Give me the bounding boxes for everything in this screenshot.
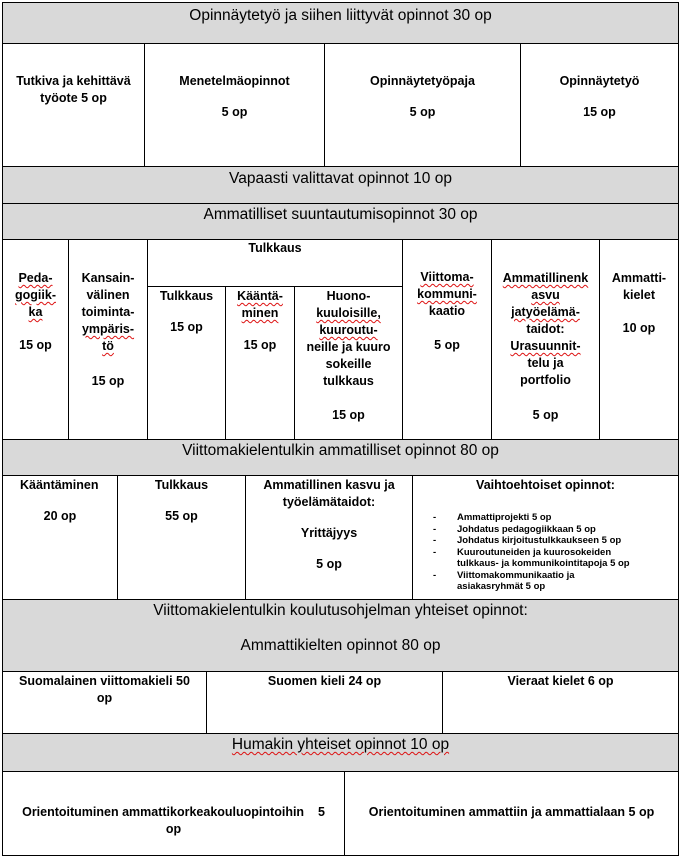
orientation-professional-languages: Ammatti- kielet 10 op [599,239,679,440]
professional-heading: Viittomakielentulkin ammatilliset opinnot 80 op [2,439,679,476]
humak-orientation-studies: Orientoituminen ammattikorkeakouluopintoihin 5 op [2,771,345,856]
professional-growth: Ammatillinen kasvu ja työelämätaidot: Yrittäjyys 5 op [245,475,413,600]
thesis-cell-thesis: Opinnäytetyö 15 op [520,43,679,167]
professional-translation: Kääntäminen 20 op [2,475,118,600]
orientation-multicultural: Kansain- välinen toiminta- ympäris- tö 15 op [68,239,148,440]
humak-heading: Humakin yhteiset opinnot 10 op [2,733,679,772]
orientation-translation: Kääntä- minen 15 op [225,286,295,440]
common-sign-language: Suomalainen viittomakieli 50 op [2,671,207,734]
alternative-item: - Johdatus kirjoitustulkkaukseen 5 op [433,535,622,546]
orientation-sign-communication: Viittoma- kommuni- kaatio 5 op [402,239,492,440]
common-finnish: Suomen kieli 24 op [206,671,443,734]
alternative-item: - Kuuroutuneiden ja kuurosokeiden tulkkaus- ja kommunikointitapoja 5 op [433,546,630,569]
professional-alternative: Vaihtoehtoiset opinnot: - Ammattiprojekti 5 op - Johdatus pedagogiikkaan 5 op - Johdatus kirjoitustulkkaukseen 5 op - Kuuroutuneiden ja kuurosokeiden tulkkaus- ja kommunikointitapoja 5 op - Viittomakommunikaatio ja asiakasryhmät 5 op [412,475,679,600]
thesis-cell-research: Tutkiva ja kehittävä työote 5 op [2,43,145,167]
alternative-item: - Johdatus pedagogiikkaan 5 op [433,523,596,535]
free-studies-heading: Vapaasti valittavat opinnot 10 op [2,166,679,204]
alternative-item: - Ammattiprojekti 5 op [433,512,552,523]
alternative-list [433,512,630,593]
common-foreign-languages: Vieraat kielet 6 op [442,671,679,734]
orientation-interpreting: Tulkkaus 15 op [147,286,226,440]
thesis-cell-workshop: Opinnäytetyöpaja 5 op [324,43,521,167]
common-heading: Viittomakielentulkin koulutusohjelman yhteiset opinnot: Ammattikielten opinnot 80 op [2,599,679,672]
orientation-deaf-interpreting: Huono- kuuloisille, kuuroutu- neille ja kuuro sokeille tulkkaus 15 op [294,286,403,440]
professional-interpreting: Tulkkaus 55 op [117,475,246,600]
thesis-cell-methods: Menetelmäopinnot 5 op [144,43,325,167]
thesis-heading: Opinnäytetyö ja siihen liittyvät opinnot 30 op [2,2,679,44]
orientation-professional-growth: Ammatillinenk asvu jatyöelämä- taidot: Urasuunnit- telu ja portfolio 5 op [491,239,600,440]
orientation-pedagogics: Peda- gogiik- ka 15 op [2,239,69,440]
orientation-interpreting-heading: Tulkkaus [147,239,403,287]
alternative-item: - Viittomakommunikaatio ja asiakasryhmät 5 op [433,569,575,592]
humak-orientation-profession: Orientoituminen ammattiin ja ammattialaan 5 op [344,771,679,856]
orientation-heading: Ammatilliset suuntautumisopinnot 30 op [2,203,679,240]
